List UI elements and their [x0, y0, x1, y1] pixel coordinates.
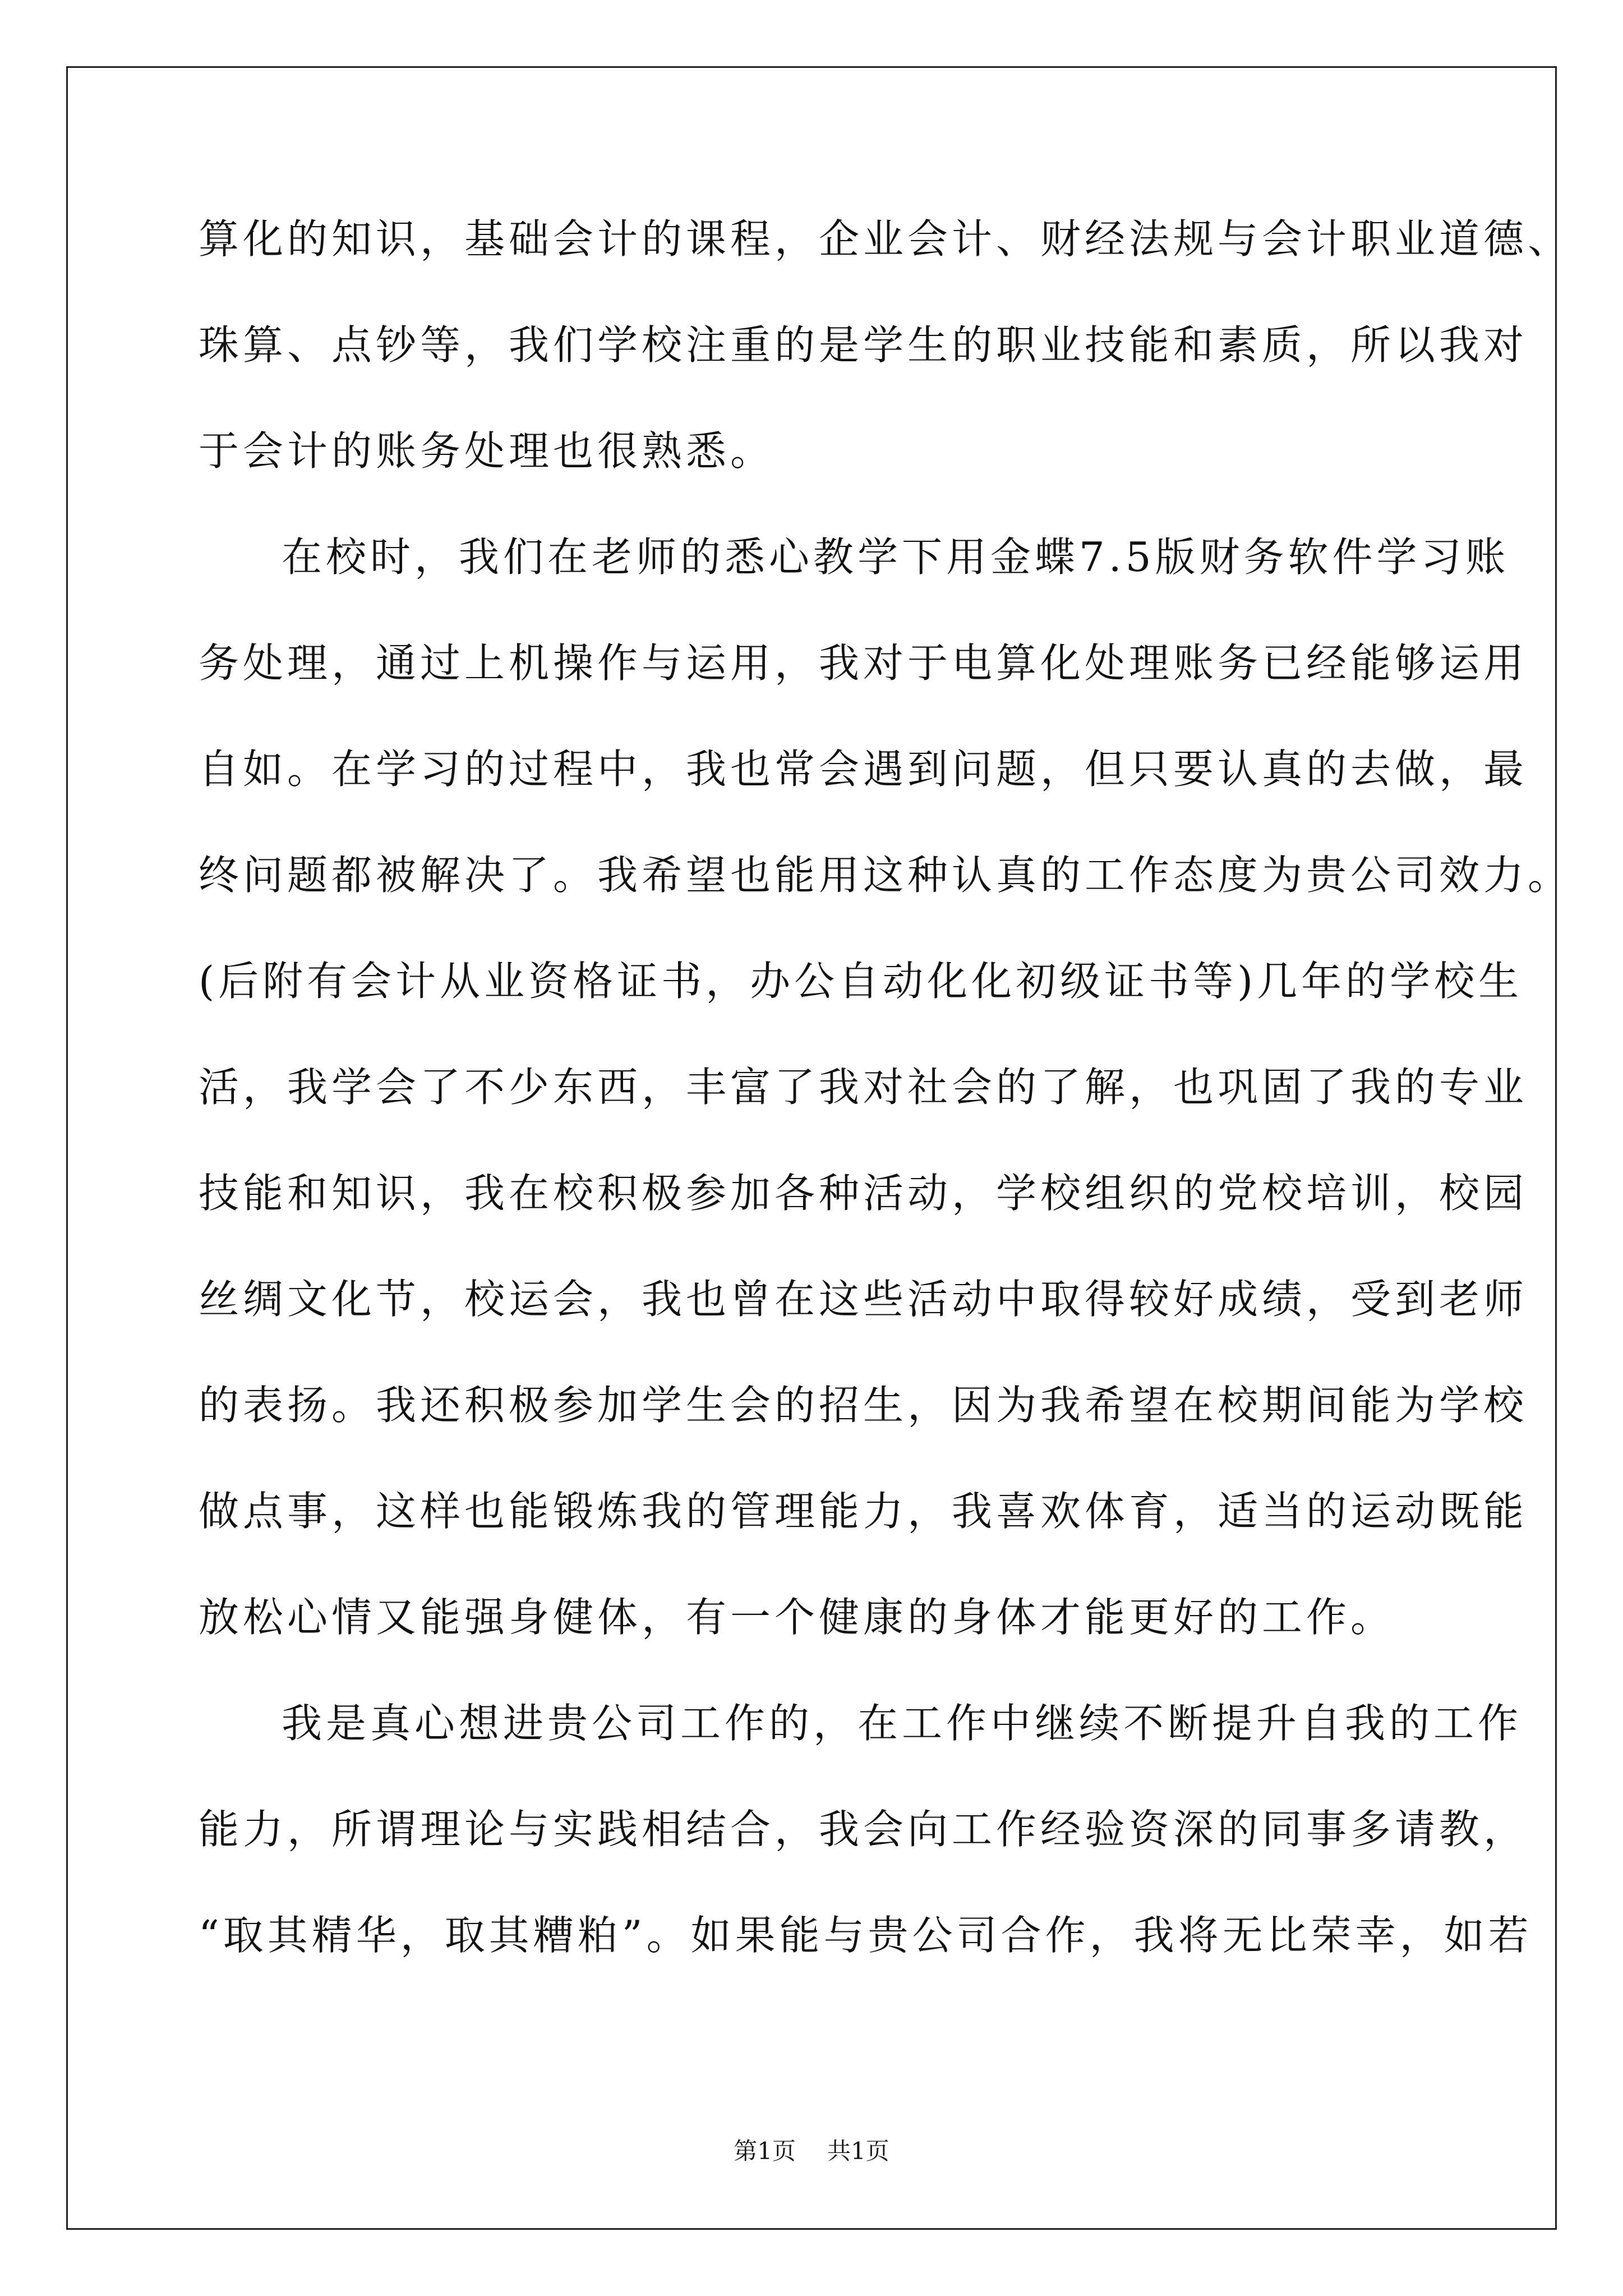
text-line: 珠算、点钞等，我们学校注重的是学生的职业技能和素质，所以我对 — [199, 321, 1528, 369]
text-line: (后附有会计从业资格证书，办公自动化化初级证书等)几年的学校生 — [199, 958, 1523, 1005]
page-number: 第1页 — [734, 2137, 796, 2165]
page-frame — [66, 66, 1557, 2230]
page-footer — [0, 2133, 1623, 2166]
text-line: 丝绸文化节，校运会，我也曾在这些活动中取得较好成绩，受到老师 — [199, 1276, 1528, 1323]
paragraph-first-line: 在校时，我们在老师的悉心教学下用金蝶7.5版财务软件学习账 — [282, 533, 1510, 581]
text-line: 技能和知识，我在校积极参加各种活动，学校组织的党校培训，校园 — [199, 1170, 1528, 1217]
text-line: 于会计的账务处理也很熟悉。 — [199, 427, 775, 475]
text-line: 终问题都被解决了。我希望也能用这种认真的工作态度为贵公司效力。 — [199, 852, 1573, 899]
text-line: 放松心情又能强身健体，有一个健康的身体才能更好的工作。 — [199, 1594, 1395, 1641]
text-line: 务处理，通过上机操作与运用，我对于电算化处理账务已经能够运用 — [199, 639, 1528, 687]
text-line: 做点事，这样也能锻炼我的管理能力，我喜欢体育，适当的运动既能 — [199, 1488, 1528, 1535]
text-line: “取其精华，取其糟粕”。如果能与贵公司合作，我将无比荣幸，如若 — [199, 1912, 1533, 1959]
text-line: 自如。在学习的过程中，我也常会遇到问题，但只要认真的去做，最 — [199, 746, 1528, 793]
paragraph-first-line: 我是真心想进贵公司工作的，在工作中继续不断提升自我的工作 — [282, 1700, 1523, 1747]
text-line: 算化的知识，基础会计的课程，企业会计、财经法规与会计职业道德、 — [199, 215, 1573, 263]
text-line: 活，我学会了不少东西，丰富了我对社会的了解，也巩固了我的专业 — [199, 1064, 1528, 1111]
page-total: 共1页 — [827, 2137, 889, 2165]
text-line: 的表扬。我还积极参加学生会的招生，因为我希望在校期间能为学校 — [199, 1382, 1528, 1429]
text-line: 能力，所谓理论与实践相结合，我会向工作经验资深的同事多请教， — [199, 1806, 1528, 1853]
